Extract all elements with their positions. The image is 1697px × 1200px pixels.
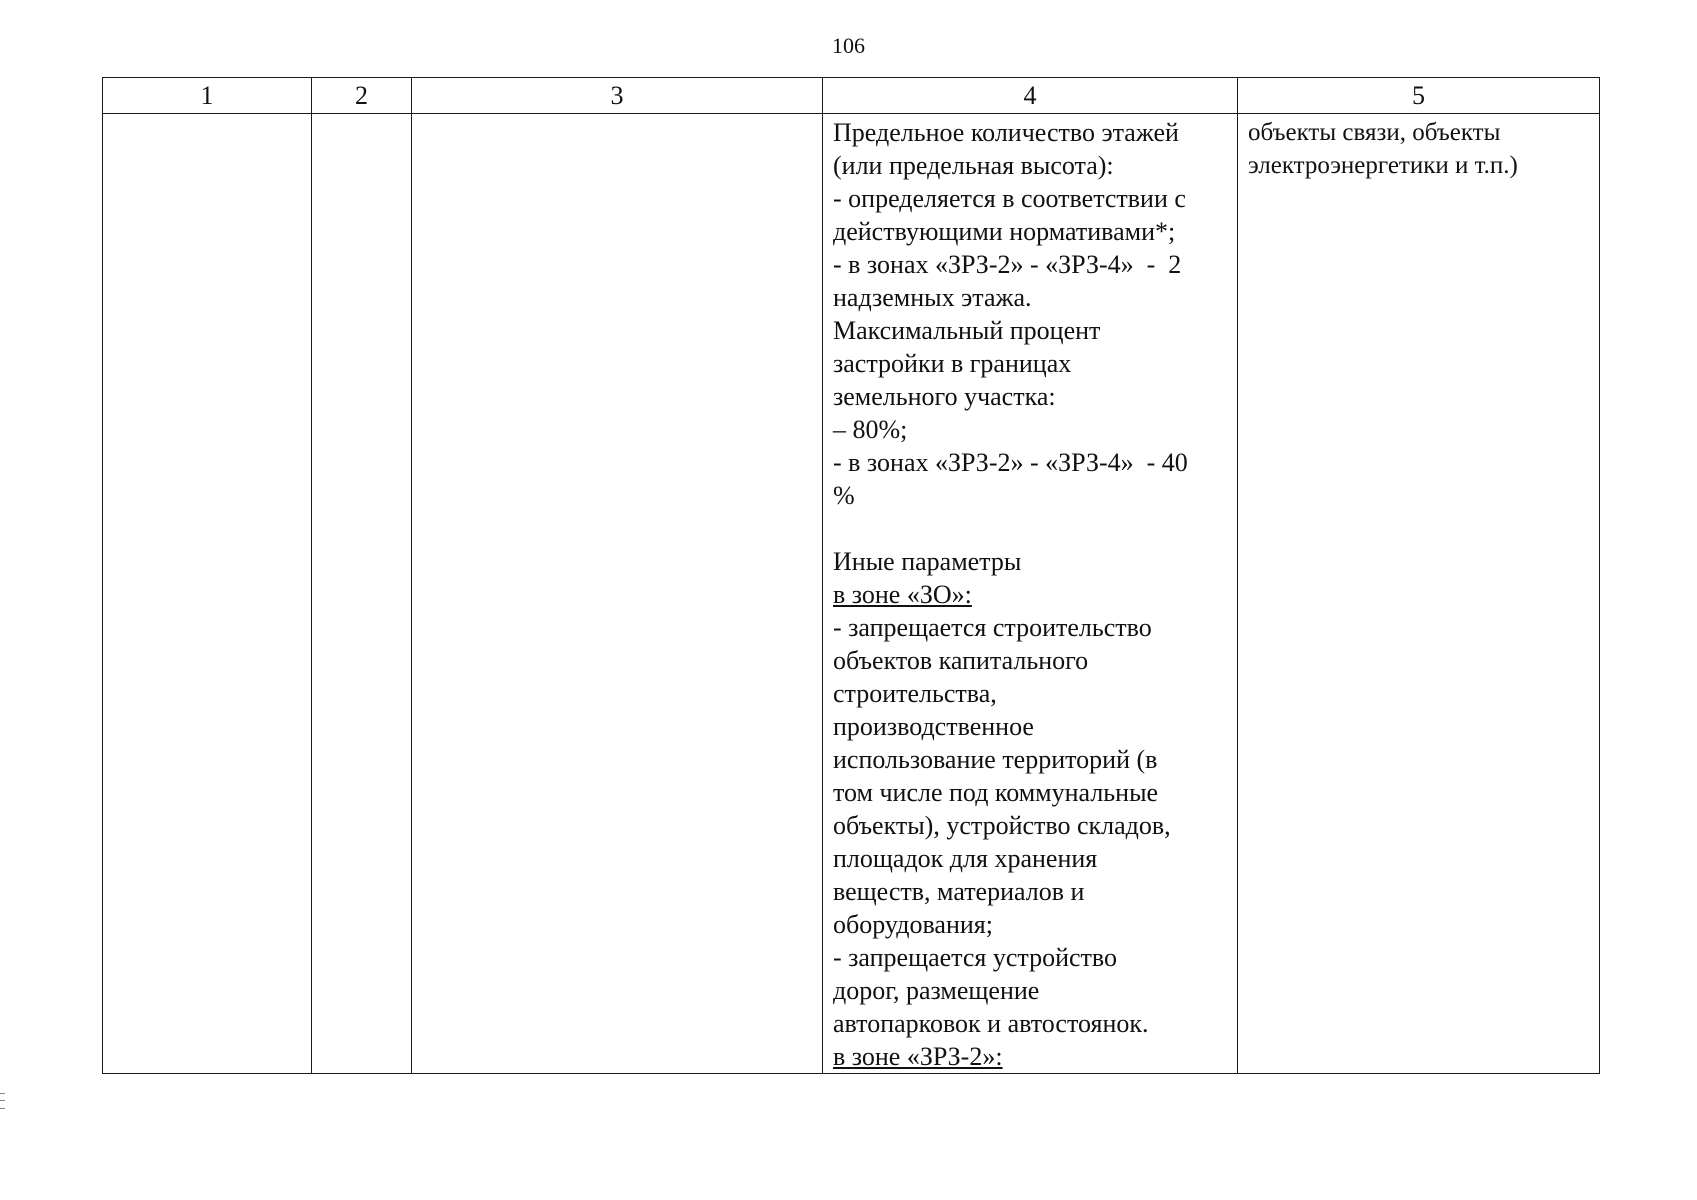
text-line: – 80%; bbox=[833, 415, 908, 444]
regulations-table bbox=[102, 77, 1600, 1074]
text-line: Максимальный процент bbox=[833, 316, 1101, 345]
cell-col-2-text bbox=[312, 114, 411, 116]
parameters-text bbox=[823, 114, 1237, 1073]
text-line: оборудования; bbox=[833, 910, 993, 939]
text-line: объектов капитального bbox=[833, 646, 1089, 675]
column-header-3: 3 bbox=[412, 78, 823, 114]
scan-margin-mark bbox=[0, 1093, 5, 1109]
text-line: % bbox=[833, 481, 855, 510]
text-line: земельного участка: bbox=[833, 382, 1056, 411]
text-line: объекты связи, объекты bbox=[1248, 119, 1501, 146]
cell-col-2 bbox=[312, 114, 412, 1074]
cell-col-3-text bbox=[412, 114, 822, 116]
text-line: застройки в границах bbox=[833, 349, 1072, 378]
text-line: производственное bbox=[833, 712, 1034, 741]
text-line: том числе под коммунальные bbox=[833, 778, 1159, 807]
text-line: площадок для хранения bbox=[833, 844, 1098, 873]
text-line: использование территорий (в bbox=[833, 745, 1158, 774]
column-header-5: 5 bbox=[1238, 78, 1600, 114]
page-number: 106 bbox=[832, 33, 865, 58]
text-line: строительства, bbox=[833, 679, 997, 708]
text-line: дорог, размещение bbox=[833, 976, 1040, 1005]
cell-col-5 bbox=[1238, 114, 1600, 1074]
permitted-use-text bbox=[1238, 114, 1599, 182]
text-line-underlined: в зоне «ЗО»: bbox=[833, 580, 972, 609]
text-line: - в зонах «ЗРЗ-2» - «ЗРЗ-4» - 40 bbox=[833, 448, 1188, 477]
table-header-row bbox=[103, 78, 1600, 114]
text-line: - в зонах «ЗРЗ-2» - «ЗРЗ-4» - 2 bbox=[833, 250, 1182, 279]
text-line: Иные параметры bbox=[833, 547, 1022, 576]
cell-col-3 bbox=[412, 114, 823, 1074]
cell-col-1-text bbox=[103, 114, 311, 116]
column-header-1: 1 bbox=[103, 78, 312, 114]
table-row bbox=[103, 114, 1600, 1074]
cell-col-4 bbox=[823, 114, 1238, 1074]
text-line: (или предельная высота): bbox=[833, 151, 1114, 180]
text-line: - запрещается устройство bbox=[833, 943, 1117, 972]
column-header-2: 2 bbox=[312, 78, 412, 114]
text-line: - запрещается строительство bbox=[833, 613, 1152, 642]
column-header-4: 4 bbox=[823, 78, 1238, 114]
cell-col-1 bbox=[103, 114, 312, 1074]
text-line-underlined: в зоне «ЗРЗ-2»: bbox=[833, 1042, 1003, 1071]
text-line: веществ, материалов и bbox=[833, 877, 1085, 906]
text-line: действующими нормативами*; bbox=[833, 217, 1176, 246]
text-line: - определяется в соответствии с bbox=[833, 184, 1186, 213]
text-line: объекты), устройство складов, bbox=[833, 811, 1171, 840]
text-line: автопарковок и автостоянок. bbox=[833, 1009, 1149, 1038]
text-line: надземных этажа. bbox=[833, 283, 1032, 312]
text-line: Предельное количество этажей bbox=[833, 118, 1179, 147]
text-line bbox=[833, 512, 1227, 545]
text-line: электроэнергетики и т.п.) bbox=[1248, 152, 1518, 179]
